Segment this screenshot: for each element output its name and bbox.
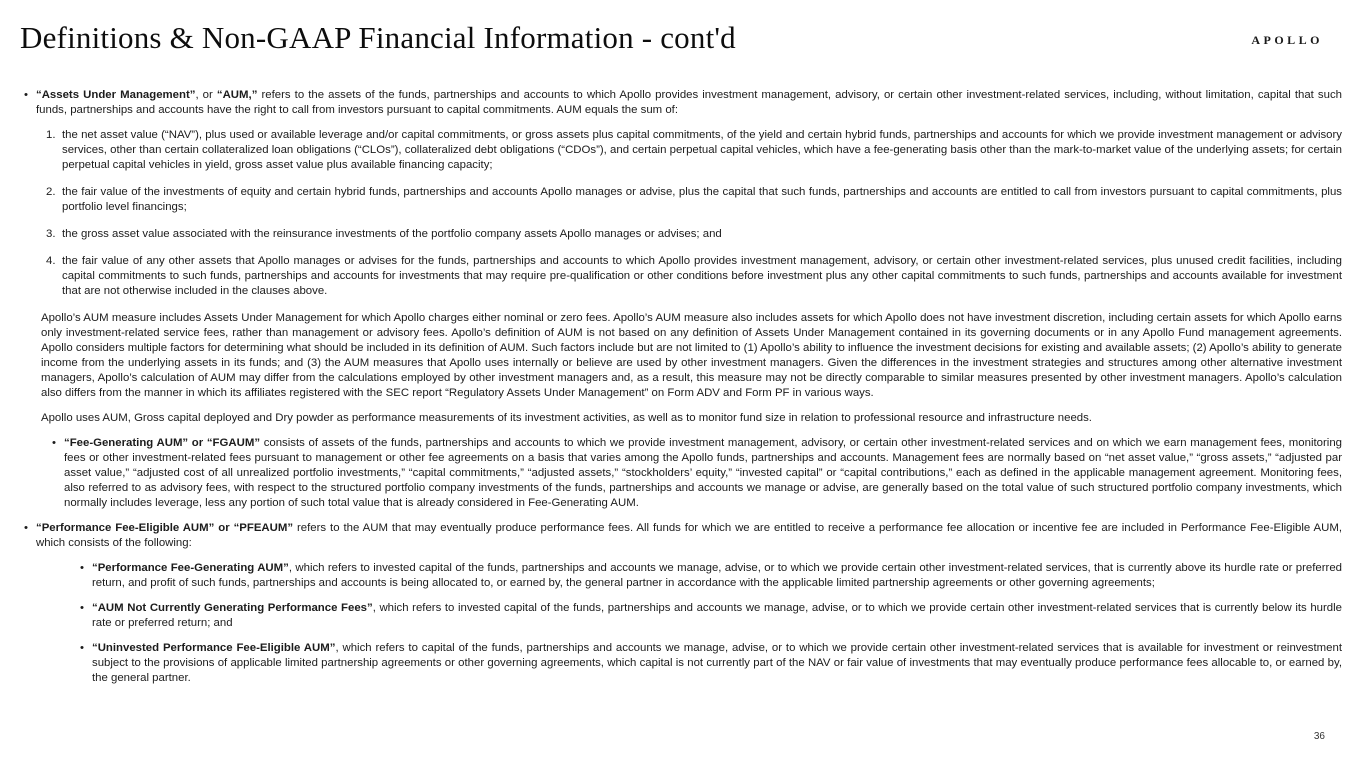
text-run: “Performance Fee-Generating AUM”, which refers to invested capital of the funds, partnerships and accounts we manage, advise, or to which we provide certain other investment-related services, that is currently above its hurdle rate or preferred return, and profit of such funds, partnerships and accounts is being allocated to, or earned by, the general partner in accordance with the applicable limited partnership agreements or other governing agreements; [92,562,1342,589]
text-run: the net asset value (“NAV”), plus used or available leverage and/or capital commitments, or gross assets plus capital commitments, of the yield and certain hybrid funds, partnerships and accounts for which we provide investment management or advisory services, other than certain collateralized loan obligations (“CLOs”), collateralized debt obligations (“CDOs”), and certain perpetual capital vehicles, which have a fee-generating basis other than the mark-to-market value of the underlying assets; for certain perpetual capital vehicles in yield, gross asset value plus available financing capacity; [62,129,1342,171]
bullet-icon: • [52,437,56,449]
performance-fee-generating-aum-bullet [0,561,1342,591]
slide-header [0,0,1365,86]
text-run: “Fee-Generating AUM” or “FGAUM” consists of assets of the funds, partnerships and accounts to which we provide investment management, advisory, or certain other investment-related services and on which we earn management fees, monitoring fees or other investment-related fees pursuant to management or other fee agreements on a basis that varies among the Apollo funds, partnerships and accounts. Management fees are normally based on “net asset value,” “gross assets,” “adjusted par asset value,” “adjusted cost of all unrealized portfolio investments,” “capital commitments,” “adjusted assets,” “stockholders’ equity,” “invested capital” or “capital contributions,” each as defined in the applicable management agreement. Monitoring fees, also referred to as advisory fees, with respect to the structured portfolio company investments of the funds, partnerships and accounts we manage or advise, are generally based on the total value of such structured portfolio company investments, which normally includes leverage, less any portion of such total value that is already considered in Fee-Generating AUM. [64,437,1342,509]
bullet-icon: • [80,602,84,614]
content-blocks [0,88,1365,696]
aum-measure-paragraph [0,311,1342,401]
apollo-logo: APOLLO [1251,33,1323,47]
pfeaum-definition-bullet [0,521,1342,551]
aum-component-3 [0,227,1342,242]
list-number: 2. [46,186,56,198]
text-run: “Performance Fee-Eligible AUM” or “PFEAUM” refers to the AUM that may eventually produce performance fees. All funds for which we are entitled to receive a performance fee allocation or incentive fee are included in Performance Fee-Eligible AUM, which consists of the following: [36,522,1342,549]
text-run: “AUM Not Currently Generating Performance Fees”, which refers to invested capital of the funds, partnerships and accounts we manage, advise, or to which we provide certain other investment-related services that is currently below its hurdle rate or preferred return; and [92,602,1342,629]
text-run: Apollo uses AUM, Gross capital deployed and Dry powder as performance measurements of its investment activities, as well as to monitor fund size in relation to professional resource and infrastructure needs. [41,412,1092,424]
aum-component-2 [0,185,1342,215]
fgaum-definition-bullet [0,436,1342,511]
bullet-icon: • [24,522,28,534]
text-run: the gross asset value associated with the reinsurance investments of the portfolio company assets Apollo manages or advises; and [62,228,722,240]
list-number: 3. [46,228,56,240]
aum-definition-bullet [0,88,1342,118]
list-number: 4. [46,255,56,267]
bullet-icon: • [80,642,84,654]
text-run: Apollo’s AUM measure includes Assets Under Management for which Apollo charges either nominal or zero fees. Apollo’s AUM measure also includes assets for which Apollo does not have investment discretion, including certain assets for which Apollo earns only investment-related service fees, rather than management or advisory fees. Apollo’s definition of AUM is not based on any definition of Assets Under Management contained in its governing documents or in any Apollo Fund management agreements. Apollo considers multiple factors for determining what should be included in its definition of AUM. Such factors include but are not limited to (1) Apollo’s ability to influence the investment decisions for existing and available assets; (2) Apollo’s ability to generate income from the underlying assets in its funds; and (3) the AUM measures that Apollo uses internally or believe are used by other investment managers. Given the differences in the investment strategies and structures among other alternative investment managers, Apollo’s calculation of AUM may differ from the calculations employed by other investment managers and, as a result, this measure may not be directly comparable to similar measures presented by other investment managers. Apollo’s calculation also differs from the manner in which its affiliates registered with the SEC report “Regulatory Assets Under Management” on Form ADV and Form PF in various ways. [41,312,1342,399]
aum-component-4 [0,254,1342,299]
page-number: 36 [1313,731,1325,742]
bullet-icon: • [24,89,28,101]
aum-not-generating-fees-bullet [0,601,1342,631]
text-run: “Uninvested Performance Fee-Eligible AUM”, which refers to capital of the funds, partnerships and accounts we manage, advise, or to which we provide certain other investment-related services that is available for investment or reinvestment subject to the provisions of applicable limited partnership agreements or other governing agreements, which capital is not currently part of the NAV or fair value of investments that may eventually produce performance fees allocable to, or earned by, the general partner. [92,642,1342,684]
aum-usage-paragraph [0,411,1342,426]
page-title: Definitions & Non-GAAP Financial Information - cont'd [20,20,736,55]
uninvested-pfeaum-bullet [0,641,1342,686]
text-run: the fair value of any other assets that Apollo manages or advises for the funds, partnerships and accounts to which Apollo provides investment management, advisory, or certain other investment-related services, plus unused credit facilities, including capital commitments to such funds, partnerships and accounts for investments that may require pre-qualification or other conditions before investment plus any other capital commitments to such funds, partnerships and accounts available for investment that are not otherwise included in the clauses above. [62,255,1342,297]
aum-component-1 [0,128,1342,173]
bullet-icon: • [80,562,84,574]
text-run: “Assets Under Management”, or “AUM,” refers to the assets of the funds, partnerships and accounts to which Apollo provides investment management, advisory, or certain other investment-related services, including, without limitation, capital that such funds, partnerships and accounts have the right to call from investors pursuant to capital commitments. AUM equals the sum of: [36,89,1342,116]
list-number: 1. [46,129,56,141]
text-run: the fair value of the investments of equity and certain hybrid funds, partnerships and accounts Apollo manages or advise, plus the capital that such funds, partnerships and accounts are entitled to call from investors pursuant to capital commitments, plus portfolio level financings; [62,186,1342,213]
